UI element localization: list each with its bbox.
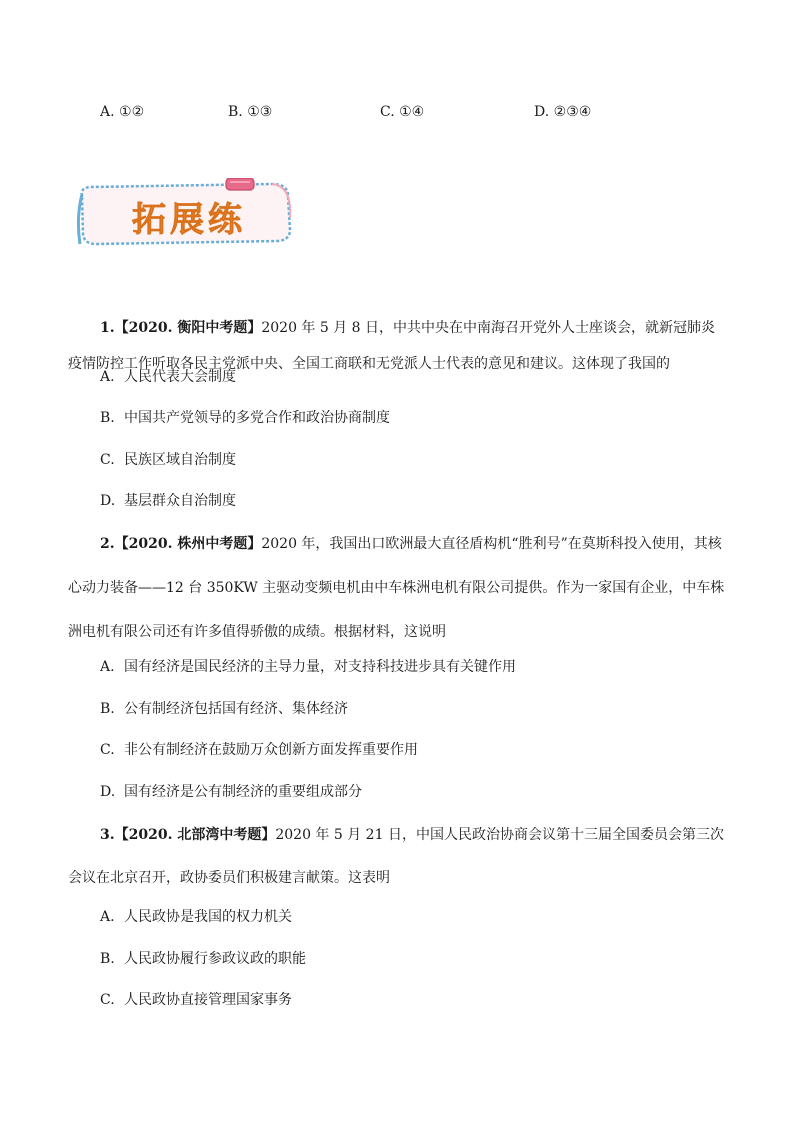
choice-c: C. 人民政协直接管理国家事务 xyxy=(100,992,292,1008)
question-stem-line: 洲电机有限公司还有许多值得骄傲的成绩。根据材料，这说明 xyxy=(68,624,446,640)
choice-a: A. 国有经济是国民经济的主导力量，对支持科技进步具有关键作用 xyxy=(100,659,516,675)
choice-d: D. 基层群众自治制度 xyxy=(100,493,236,509)
option-c: C. ①④ xyxy=(380,104,425,120)
question-number: 2. xyxy=(100,536,115,552)
option-b: B. ①③ xyxy=(228,104,273,120)
question-stem-line: 疫情防控工作听取各民主党派中央、全国工商联和无党派人士代表的意见和建议。这体现了我国的 xyxy=(68,356,670,372)
question-stem-line: 会议在北京召开，政协委员们积极建言献策。这表明 xyxy=(68,870,390,886)
question-stem-line: 2020 年，我国出口欧洲最大直径盾构机“胜利号”在莫斯科投入使用，其核 xyxy=(261,536,722,552)
question-source: 【2020. 北部湾中考题】 xyxy=(114,827,276,843)
option-d: D. ②③④ xyxy=(534,104,592,120)
question-source: 【2020. 衡阳中考题】 xyxy=(114,320,262,336)
section-banner xyxy=(76,178,296,252)
section-title: 拓展练 xyxy=(132,200,246,240)
question-number: 1. xyxy=(100,320,115,336)
choice-d: D. 国有经济是公有制经济的重要组成部分 xyxy=(100,784,362,800)
choice-a: A. 人民政协是我国的权力机关 xyxy=(100,909,292,925)
choice-b: B. 公有制经济包括国有经济、集体经济 xyxy=(100,701,348,717)
choice-b: B. 人民政协履行参政议政的职能 xyxy=(100,951,306,967)
choice-b: B. 中国共产党领导的多党合作和政治协商制度 xyxy=(100,410,390,426)
choice-c: C. 民族区域自治制度 xyxy=(100,452,236,468)
previous-question-options xyxy=(100,104,700,128)
choice-a: A. 人民代表大会制度 xyxy=(100,369,236,385)
option-a: A. ①② xyxy=(100,104,145,120)
question-number: 3. xyxy=(100,827,115,843)
binder-clip-icon xyxy=(226,178,254,190)
question-stem-line: 心动力装备——12 台 350KW 主驱动变频电机由中车株洲电机有限公司提供。作为一家国有企业，中车株 xyxy=(68,580,725,596)
question-stem-line: 2020 年 5 月 21 日，中国人民政治协商会议第十三届全国委员会第三次 xyxy=(275,827,724,843)
question-source: 【2020. 株州中考题】 xyxy=(114,536,262,552)
question-stem-line: 2020 年 5 月 8 日，中共中央在中南海召开党外人士座谈会，就新冠肺炎 xyxy=(261,320,716,336)
choice-c: C. 非公有制经济在鼓励万众创新方面发挥重要作用 xyxy=(100,742,418,758)
